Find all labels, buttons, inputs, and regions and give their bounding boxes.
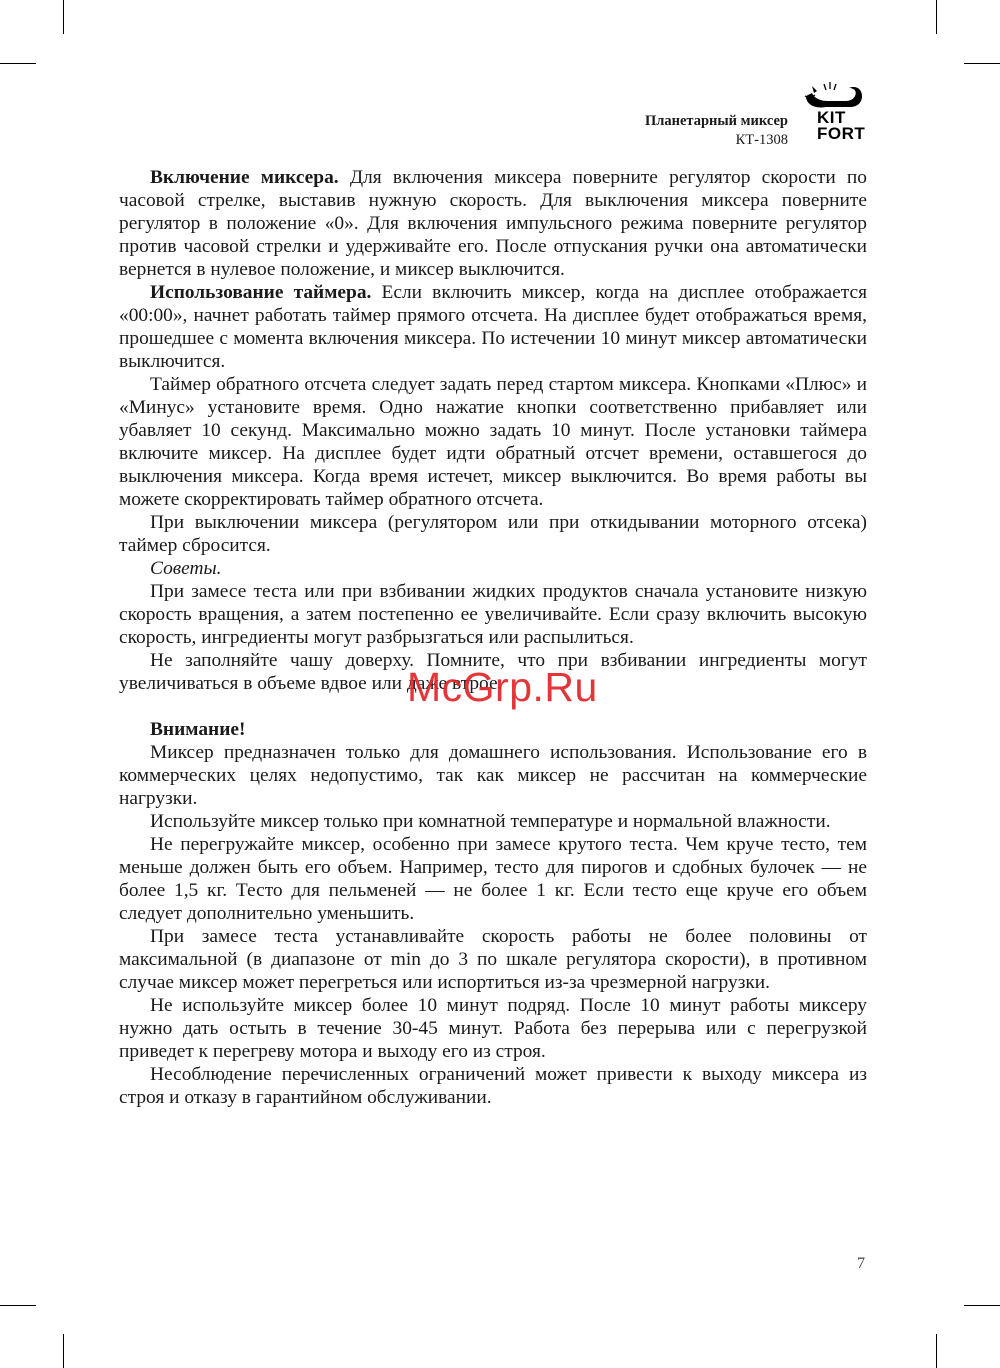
crop-mark [936, 0, 937, 34]
page-header [645, 112, 788, 150]
brand-logo-wordmark: KIT FORT [817, 108, 866, 143]
crop-mark [63, 1334, 64, 1368]
document-body [119, 166, 867, 1109]
paragraph-temperature: Используйте миксер только при комнатной температуре и нормальной влажности. [150, 811, 831, 832]
paragraph-timer: Использование таймера. Если включить миксер, когда на дисплее отображается «00:00», начнет работать таймер прямого отсчета. На дисплее будет отображаться время, прошедшее с момента включения миксера. По истечении 10 минут миксер автоматически выключится. [119, 282, 867, 372]
product-title: Планетарный миксер [644, 113, 788, 129]
model-number: КТ-1308 [735, 132, 788, 148]
crop-mark [0, 1305, 36, 1306]
crop-mark [0, 63, 36, 64]
paragraph-home-use: Миксер предназначен только для домашнего использования. Использование его в коммерческих целях недопустимо, так как миксер не рассчитан на коммерческие нагрузки. [119, 742, 867, 809]
crop-mark [964, 63, 1000, 64]
paragraph-lead: Включение миксера. [150, 167, 339, 188]
paragraph-mixer-on: Включение миксера. Для включения миксера поверните регулятор скорости по часовой стрелке, выставив нужную скорость. Для выключения миксера поверните регулятор в положение «0». Для включения импульсного режима поверните регулятор против часовой стрелки и удерживайте его. После отпускания ручки она автоматически вернется в нулевое положение, и миксер выключится. [119, 167, 867, 280]
warning-heading: Внимание! [150, 719, 246, 740]
paragraph-warranty: Несоблюдение перечисленных ограничений может привести к выходу миксера из строя и отказу в гарантийном обслуживании. [119, 1064, 867, 1108]
paragraph-lead: Использование таймера. [150, 282, 372, 303]
paragraph-countdown: Таймер обратного отсчета следует задать перед стартом миксера. Кнопками «Плюс» и «Минус» установите время. Одно нажатие кнопки соответственно прибавляет или убавляет 10 секунд. Максимально можно задать 10 минут. После установки таймера включите миксер. На дисплее будет идти обратный отсчет времени, оставшегося до выключения миксера. Когда время истечет, миксер выключится. Во время работы вы можете скорректировать таймер обратного отсчета. [119, 374, 867, 510]
paragraph-tip-bowl: Не заполняйте чашу доверху. Помните, что при взбивании ингредиенты могут увеличиваться в объеме вдвое или даже втрое. [119, 650, 867, 694]
crop-mark [63, 0, 64, 34]
page-number: 7 [857, 1255, 865, 1272]
paragraph-overload: Не перегружайте миксер, особенно при замесе крутого теста. Чем круче тесто, тем меньше должен быть его объем. Например, тесто для пирогов и сдобных булочек — не более 1,5 кг. Тесто для пельменей — не более 1 кг. Если тесто еще круче его объем следует дополнительно уменьшить. [119, 834, 867, 924]
tips-heading: Советы. [150, 558, 222, 579]
paragraph-tip-speed: При замесе теста или при взбивании жидких продуктов сначала установите низкую скорость вращения, а затем постепенно ее увеличивайте. Если сразу включить высокую скорость, ингредиенты могут разбрызгаться или распылиться. [119, 581, 867, 648]
brand-logo-text [817, 110, 869, 142]
crop-mark [936, 1334, 937, 1368]
paragraph-run-time: Не используйте миксер более 10 минут подряд. После 10 минут работы миксеру нужно дать остыть в течение 30-45 минут. Работа без перерыва или с перегрузкой приведет к перегреву мотора и выходу его из строя. [119, 995, 867, 1062]
paragraph-reset: При выключении миксера (регулятором или при откидывании моторного отсека) таймер сбросится. [119, 512, 867, 556]
paragraph-speed-limit: При замесе теста устанавливайте скорость работы не более половины от максимальной (в диапазоне от min до 3 по шкале регулятора скорости), в противном случае миксер может перегреться или испортиться из-за чрезмерной нагрузки. [119, 926, 867, 993]
watermark: McGrp.Ru [407, 664, 598, 710]
crop-mark [964, 1305, 1000, 1306]
